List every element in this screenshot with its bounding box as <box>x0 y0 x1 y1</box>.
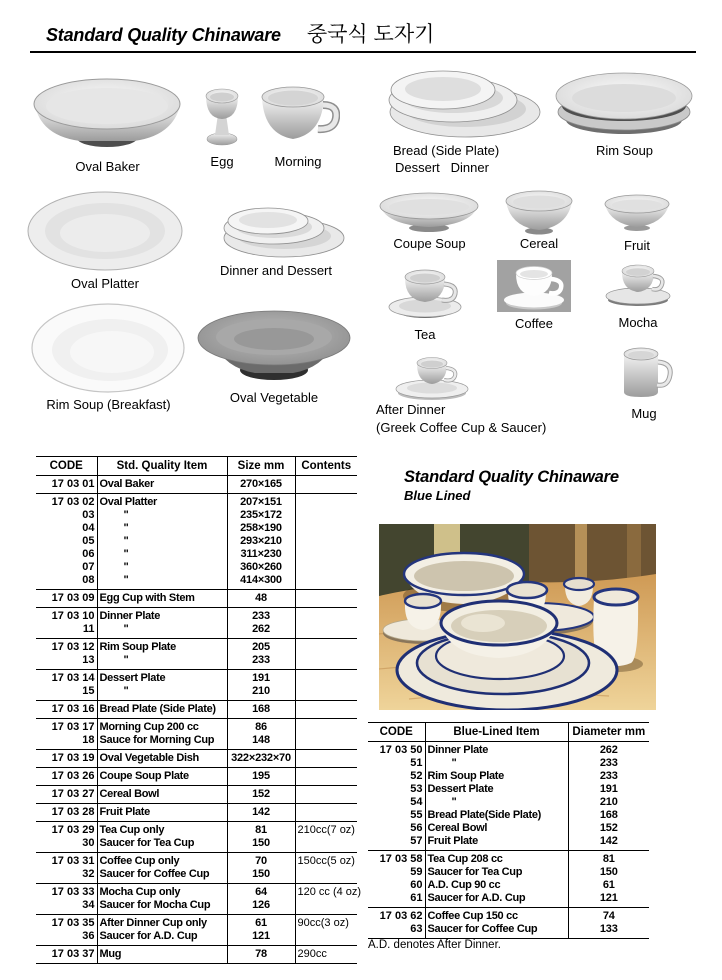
mug-image <box>612 344 676 402</box>
cell-contents: 210cc(7 oz) <box>295 822 357 838</box>
table-row <box>36 868 357 884</box>
cell-item: Coffee Cup only <box>97 853 227 869</box>
table-row <box>36 639 357 655</box>
cell-size: 293×210 <box>227 535 295 548</box>
cell-item: Tea Cup 208 cc <box>425 851 568 867</box>
cell-size: 78 <box>227 946 295 964</box>
cell-contents <box>295 574 357 590</box>
cell-code: 05 <box>82 535 95 547</box>
cell-diameter: 142 <box>568 835 649 851</box>
egg-cup-image <box>198 84 246 146</box>
page-header <box>46 18 434 48</box>
cell-item: Cereal Bowl <box>425 822 568 835</box>
table-row <box>36 685 357 701</box>
cell-diameter: 233 <box>568 770 649 783</box>
cell-code: 17 03 09 <box>36 590 97 608</box>
table-row <box>36 590 357 608</box>
after-dinner-cup-saucer-image <box>392 348 477 400</box>
cell-code: 17 03 27 <box>36 786 97 804</box>
table-row <box>36 930 357 946</box>
col-header-item: Blue-Lined Item <box>425 723 568 742</box>
gallery-label: Mug <box>631 406 657 421</box>
page-title: Standard Quality Chinaware <box>46 25 281 45</box>
cell-size: 150 <box>227 868 295 884</box>
cell-code: 17 03 19 <box>36 750 97 768</box>
std-quality-table <box>36 456 362 964</box>
cell-code: 57 <box>410 835 423 847</box>
table-row <box>36 654 357 670</box>
cell-item: " <box>97 522 227 535</box>
cell-contents <box>295 654 357 670</box>
cell-size: 195 <box>227 768 295 786</box>
cell-contents: 150cc(5 oz) <box>295 853 357 869</box>
cell-contents: 90cc(3 oz) <box>295 915 357 931</box>
cell-code: 17 03 33 <box>36 884 97 900</box>
coupe-soup-image <box>377 192 482 234</box>
gallery-label: Tea <box>414 327 436 342</box>
cell-size: 322×232×70 <box>227 750 295 768</box>
cell-code: 54 <box>410 796 423 808</box>
table-row <box>368 923 649 939</box>
cell-contents <box>295 561 357 574</box>
cell-item: Sauce for Morning Cup <box>97 734 227 750</box>
gallery-label: Cereal <box>519 236 559 251</box>
cell-code: 17 03 26 <box>36 768 97 786</box>
cell-item: Rim Soup Plate <box>97 639 227 655</box>
cell-item: Egg Cup with Stem <box>97 590 227 608</box>
gallery-label: Oval Vegetable <box>229 390 319 405</box>
table-row <box>368 892 649 908</box>
cell-code: 61 <box>410 892 423 904</box>
blue-lined-chinaware-photo-image <box>379 524 656 710</box>
table-header-row <box>368 723 649 742</box>
gallery-label: Coupe Soup <box>393 236 466 251</box>
gallery-item-fruit <box>602 194 672 253</box>
cell-code: 15 <box>82 685 95 697</box>
cell-size: 142 <box>227 804 295 822</box>
oval-baker-image <box>30 76 185 154</box>
gallery-item-oval-vegetable <box>195 306 353 405</box>
table-row <box>368 783 649 796</box>
col-header-contents: Contents <box>295 457 357 476</box>
ad-footnote: A.D. denotes After Dinner. <box>368 939 501 951</box>
cell-code: 51 <box>410 757 423 769</box>
gallery-label: Dessert Dinner <box>395 160 489 175</box>
table-row <box>36 822 357 838</box>
cell-code: 36 <box>82 930 95 942</box>
gallery-item-coffee <box>497 260 571 331</box>
blue-lined-table <box>368 722 649 939</box>
table-row <box>36 494 357 510</box>
cell-diameter: 152 <box>568 822 649 835</box>
cell-item: Mocha Cup only <box>97 884 227 900</box>
cell-contents <box>295 868 357 884</box>
cell-contents <box>295 701 357 719</box>
gallery-label: Coffee <box>514 316 554 331</box>
col-header-code: CODE <box>368 723 425 742</box>
cell-item: Oval Platter <box>97 494 227 510</box>
table-row <box>36 786 357 804</box>
gallery-label: After Dinner <box>376 402 446 417</box>
cell-contents <box>295 685 357 701</box>
blue-lined-photo <box>379 524 656 710</box>
cell-size: 81 <box>227 822 295 838</box>
table-row <box>36 884 357 900</box>
table-row <box>36 535 357 548</box>
cell-contents <box>295 930 357 946</box>
cell-item: Oval Baker <box>97 476 227 494</box>
cell-item: Fruit Plate <box>425 835 568 851</box>
cell-code: 07 <box>82 561 95 573</box>
cell-size: 235×172 <box>227 509 295 522</box>
blue-lined-subtitle: Blue Lined <box>404 488 471 503</box>
table-row <box>36 509 357 522</box>
col-header-size: Size mm <box>227 457 295 476</box>
cell-contents: 120 cc (4 oz) <box>295 884 357 900</box>
bread-dessert-dinner-stack-image <box>373 62 541 140</box>
std-table-body <box>36 476 362 964</box>
cell-code: 13 <box>82 654 95 666</box>
cell-code: 17 03 14 <box>36 670 97 686</box>
cell-size: 360×260 <box>227 561 295 574</box>
cell-item: Saucer for A.D. Cup <box>425 892 568 908</box>
col-header-diameter: Diameter mm <box>568 723 649 742</box>
table-row <box>368 796 649 809</box>
table-row <box>36 561 357 574</box>
cell-item: " <box>425 757 568 770</box>
cell-code: 17 03 01 <box>36 476 97 494</box>
cell-size: 70 <box>227 853 295 869</box>
gallery-label: Egg <box>210 154 234 169</box>
cell-size: 233 <box>227 608 295 624</box>
cell-size: 270×165 <box>227 476 295 494</box>
cell-code: 53 <box>410 783 423 795</box>
table-row <box>36 750 357 768</box>
cell-code: 17 03 31 <box>36 853 97 869</box>
gallery-label: Rim Soup (Breakfast) <box>46 397 171 412</box>
blue-table-body <box>368 742 649 939</box>
cell-size: 64 <box>227 884 295 900</box>
cell-diameter: 191 <box>568 783 649 796</box>
gallery-item-oval-platter <box>25 189 185 291</box>
blue-lined-title: Standard Quality Chinaware <box>404 468 619 486</box>
table-row <box>368 879 649 892</box>
rim-soup-stack-image <box>552 66 697 138</box>
cell-size: 168 <box>227 701 295 719</box>
cell-code: 18 <box>82 734 95 746</box>
cell-contents <box>295 768 357 786</box>
cell-size: 311×230 <box>227 548 295 561</box>
table-row <box>36 734 357 750</box>
cell-item: " <box>97 509 227 522</box>
gallery-item-bread-dessert-dinner <box>373 62 563 175</box>
cell-size: 414×300 <box>227 574 295 590</box>
page-title-korean: 중국식 도자기 <box>306 23 435 46</box>
cell-item: Saucer for Mocha Cup <box>97 899 227 915</box>
gallery-item-coupe-soup <box>377 192 482 251</box>
fruit-bowl-image <box>602 194 672 232</box>
tea-cup-saucer-image <box>385 262 465 319</box>
cell-contents <box>295 734 357 750</box>
table-row <box>36 548 357 561</box>
cell-code: 55 <box>410 809 423 821</box>
table-row <box>36 915 357 931</box>
gallery-item-dinner-and-dessert <box>206 198 346 278</box>
cell-size: 126 <box>227 899 295 915</box>
gallery-label: Morning <box>274 154 322 169</box>
cell-code: 08 <box>82 574 95 586</box>
cell-code: 17 03 62 <box>368 908 425 924</box>
gallery-item-morning <box>256 84 340 169</box>
cell-diameter: 233 <box>568 757 649 770</box>
table-row <box>36 768 357 786</box>
cell-code: 30 <box>82 837 95 849</box>
cell-code: 59 <box>410 866 423 878</box>
cell-diameter: 262 <box>568 742 649 758</box>
cell-code: 11 <box>82 623 95 635</box>
cell-size: 262 <box>227 623 295 639</box>
cell-contents <box>295 719 357 735</box>
cell-item: " <box>97 623 227 639</box>
cell-contents <box>295 535 357 548</box>
cell-item: Dinner Plate <box>425 742 568 758</box>
cell-diameter: 121 <box>568 892 649 908</box>
cell-item: Tea Cup only <box>97 822 227 838</box>
cell-code: 32 <box>82 868 95 880</box>
cell-item: A.D. Cup 90 cc <box>425 879 568 892</box>
gallery-item-tea <box>385 262 465 342</box>
cell-code: 17 03 37 <box>36 946 97 964</box>
cell-code: 17 03 35 <box>36 915 97 931</box>
cell-size: 152 <box>227 786 295 804</box>
gallery-item-rim-soup <box>552 66 697 158</box>
col-header-item: Std. Quality Item <box>97 457 227 476</box>
cell-code: 63 <box>410 923 423 935</box>
cell-code: 17 03 29 <box>36 822 97 838</box>
table-row <box>36 804 357 822</box>
gallery-item-mocha <box>602 259 674 330</box>
cereal-bowl-image <box>503 190 575 235</box>
cell-size: 121 <box>227 930 295 946</box>
cell-item: " <box>97 561 227 574</box>
table-row <box>36 719 357 735</box>
morning-cup-image <box>256 84 340 148</box>
table-row <box>368 866 649 879</box>
cell-item: Rim Soup Plate <box>425 770 568 783</box>
cell-size: 205 <box>227 639 295 655</box>
cell-contents <box>295 750 357 768</box>
cell-contents <box>295 548 357 561</box>
cell-contents <box>295 623 357 639</box>
cell-item: Oval Vegetable Dish <box>97 750 227 768</box>
gallery-label: Mocha <box>618 315 658 330</box>
cell-item: Saucer for Coffee Cup <box>425 923 568 939</box>
cell-code: 03 <box>82 509 95 521</box>
table-row <box>368 770 649 783</box>
gallery-label: Fruit <box>624 238 650 253</box>
cell-item: " <box>97 548 227 561</box>
gallery-label: Dinner and Dessert <box>220 263 332 278</box>
cell-item: Saucer for Coffee Cup <box>97 868 227 884</box>
cell-diameter: 168 <box>568 809 649 822</box>
cell-code: 56 <box>410 822 423 834</box>
gallery-item-after-dinner <box>376 348 588 435</box>
cell-item: " <box>425 796 568 809</box>
gallery-label: Oval Platter <box>71 276 139 291</box>
cell-size: 150 <box>227 837 295 853</box>
table-row <box>36 670 357 686</box>
table-row <box>368 757 649 770</box>
table-header-row <box>36 457 357 476</box>
cell-contents <box>295 670 357 686</box>
table-row <box>368 742 649 758</box>
gallery-item-mug <box>612 344 676 421</box>
gallery-label: (Greek Coffee Cup & Saucer) <box>376 420 547 435</box>
table-row <box>36 574 357 590</box>
cell-code: 17 03 17 <box>36 719 97 735</box>
cell-code: 17 03 02 <box>36 494 97 510</box>
cell-contents <box>295 639 357 655</box>
cell-item: Dessert Plate <box>97 670 227 686</box>
cell-item: Morning Cup 200 cc <box>97 719 227 735</box>
table-row <box>368 835 649 851</box>
cell-item: Bread Plate (Side Plate) <box>97 701 227 719</box>
cell-contents <box>295 494 357 510</box>
cell-item: Coffee Cup 150 cc <box>425 908 568 924</box>
oval-vegetable-image <box>195 306 353 384</box>
cell-code: 17 03 50 <box>368 742 425 758</box>
cell-contents <box>295 837 357 853</box>
cell-diameter: 133 <box>568 923 649 939</box>
coffee-cup-saucer-image <box>497 260 571 312</box>
gallery-item-rim-soup-breakfast <box>30 302 187 412</box>
table-row <box>368 908 649 924</box>
cell-code: 06 <box>82 548 95 560</box>
cell-contents <box>295 786 357 804</box>
cell-item: " <box>97 535 227 548</box>
cell-size: 148 <box>227 734 295 750</box>
cell-contents <box>295 590 357 608</box>
cell-code: 17 03 10 <box>36 608 97 624</box>
gallery-item-oval-baker <box>30 76 185 174</box>
cell-code: 17 03 58 <box>368 851 425 867</box>
cell-diameter: 61 <box>568 879 649 892</box>
dinner-dessert-stack-image <box>206 198 346 260</box>
gallery-item-cereal <box>503 190 575 251</box>
cell-item: Dinner Plate <box>97 608 227 624</box>
cell-code: 60 <box>410 879 423 891</box>
cell-code: 04 <box>82 522 95 534</box>
cell-size: 210 <box>227 685 295 701</box>
cell-contents <box>295 509 357 522</box>
blue-lined-heading <box>404 468 619 503</box>
table-row <box>36 837 357 853</box>
cell-size: 191 <box>227 670 295 686</box>
table-row <box>36 476 357 494</box>
cell-diameter: 150 <box>568 866 649 879</box>
table-row <box>36 899 357 915</box>
table-row <box>36 608 357 624</box>
gallery-label: Bread (Side Plate) <box>393 143 500 158</box>
cell-contents <box>295 476 357 494</box>
table-row <box>368 809 649 822</box>
cell-item: Dessert Plate <box>425 783 568 796</box>
cell-size: 61 <box>227 915 295 931</box>
cell-item: Saucer for A.D. Cup <box>97 930 227 946</box>
cell-item: Saucer for Tea Cup <box>97 837 227 853</box>
cell-size: 48 <box>227 590 295 608</box>
table-row <box>36 946 357 964</box>
cell-diameter: 74 <box>568 908 649 924</box>
table-row <box>36 853 357 869</box>
table-row <box>368 851 649 867</box>
cell-item: Mug <box>97 946 227 964</box>
gallery-label: Oval Baker <box>75 159 140 174</box>
mocha-cup-saucer-image <box>602 259 674 306</box>
oval-platter-image <box>25 189 185 273</box>
cell-contents <box>295 522 357 535</box>
cell-size: 207×151 <box>227 494 295 510</box>
cell-contents <box>295 899 357 915</box>
cell-item: Coupe Soup Plate <box>97 768 227 786</box>
cell-item: " <box>97 654 227 670</box>
cell-code: 34 <box>82 899 95 911</box>
cell-item: Cereal Bowl <box>97 786 227 804</box>
cell-size: 258×190 <box>227 522 295 535</box>
cell-diameter: 81 <box>568 851 649 867</box>
cell-size: 233 <box>227 654 295 670</box>
header-divider <box>30 51 696 53</box>
cell-contents <box>295 608 357 624</box>
cell-contents: 290cc <box>295 946 357 964</box>
cell-item: " <box>97 574 227 590</box>
cell-code: 17 03 12 <box>36 639 97 655</box>
cell-item: After Dinner Cup only <box>97 915 227 931</box>
table-row <box>36 522 357 535</box>
table-row <box>36 701 357 719</box>
col-header-code: CODE <box>36 457 97 476</box>
table-row <box>36 623 357 639</box>
cell-contents <box>295 804 357 822</box>
cell-code: 52 <box>410 770 423 782</box>
cell-code: 17 03 16 <box>36 701 97 719</box>
cell-diameter: 210 <box>568 796 649 809</box>
cell-item: " <box>97 685 227 701</box>
cell-item: Bread Plate(Side Plate) <box>425 809 568 822</box>
table-row <box>368 822 649 835</box>
cell-code: 17 03 28 <box>36 804 97 822</box>
cell-item: Saucer for Tea Cup <box>425 866 568 879</box>
gallery-label: Rim Soup <box>595 143 654 158</box>
cell-size: 86 <box>227 719 295 735</box>
gallery-item-egg <box>198 84 246 169</box>
cell-item: Fruit Plate <box>97 804 227 822</box>
rim-soup-breakfast-image <box>30 302 187 395</box>
